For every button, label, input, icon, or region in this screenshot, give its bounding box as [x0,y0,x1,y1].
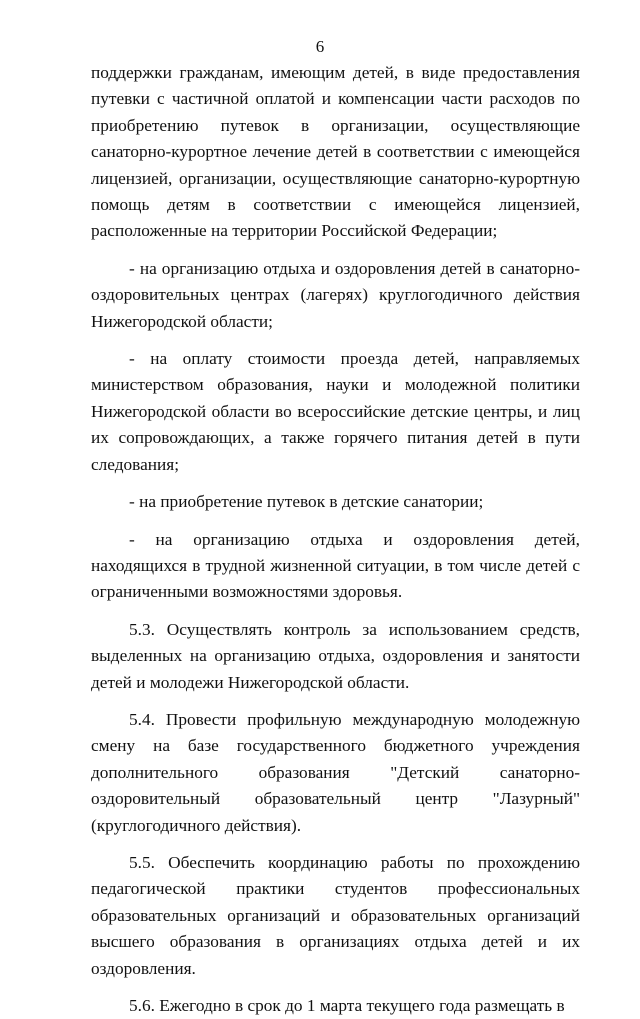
paragraph-5-4: 5.4. Провести профильную международную молодежную смену на базе государственного бюджетного учреждения дополнительного образования "Детский санаторно-оздоровительный образовательный центр "Лазурный" (круглогодичного действия). [91,709,580,835]
paragraph-5-6: 5.6. Ежегодно в срок до 1 марта текущего года размещать в [129,996,565,1015]
paragraph-continuation: поддержки гражданам, имеющим детей, в виде предоставления путевки с частичной оплатой и компенсации части расходов по приобретению путевок в организации, осуществляющие санаторно-курортное лечение детей в соответствии с имеющейся лицензией, организации, осуществляющие санаторно-курортную помощь детям в соответствии с имеющейся лицензией, расположенные на территории Российской Федерации; [91,63,580,241]
list-item-sanatorium-centers: - на организацию отдыха и оздоровления детей в санаторно-оздоровительных центрах (лагерях) круглогодичного действия Нижегородской области; [91,258,580,331]
paragraph-5-5: 5.5. Обеспечить координацию работы по прохождению педагогической практики студентов профессиональных образовательных организаций и образовательных организаций высшего образования в организациях отдыха детей и их оздоровления. [91,852,580,978]
page-number: 6 [315,37,325,56]
list-item-difficult-situation: - на организацию отдыха и оздоровления детей, находящихся в трудной жизненной ситуации, в том числе детей с ограниченными возможностями здоровья. [91,529,580,602]
list-item-sanatorium-vouchers: - на приобретение путевок в детские санатории; [129,492,484,512]
document-body [91,60,580,1019]
paragraph-5-3: 5.3. Осуществлять контроль за использованием средств, выделенных на организацию отдыха, оздоровления и занятости детей и молодежи Нижегородской области. [91,619,580,692]
list-item-travel-costs: - на оплату стоимости проезда детей, направляемых министерством образования, науки и молодежной политики Нижегородской области во всероссийские детские центры, и лиц их сопровождающих, а также горячего питания детей в пути следования; [91,349,580,474]
